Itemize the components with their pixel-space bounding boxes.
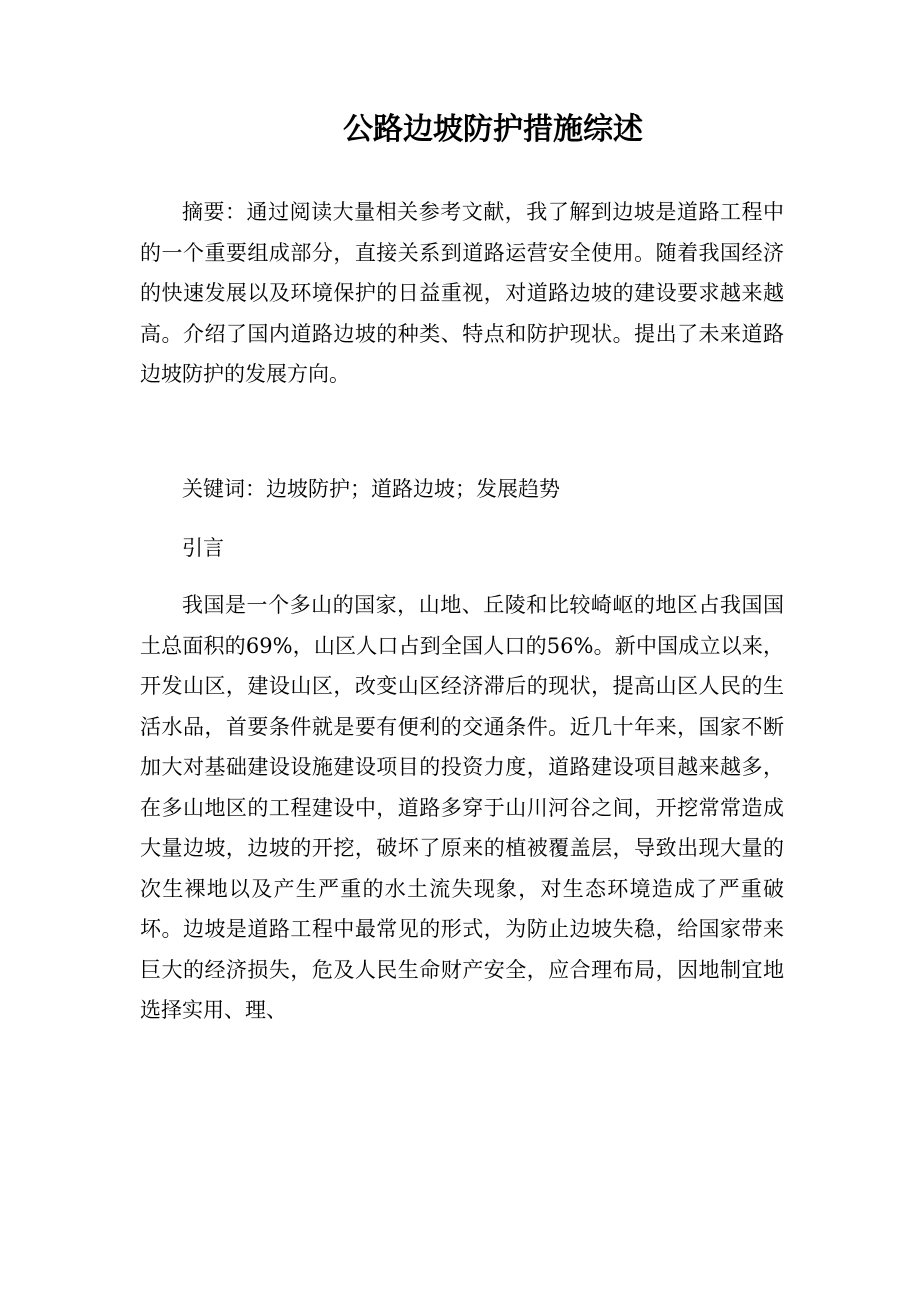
abstract-section [140,192,784,395]
abstract-paragraph: 摘要：通过阅读大量相关参考文献，我了解到边坡是道路工程中的一个重要组成部分，直接关系到道路运营安全使用。随着我国经济的快速发展以及环境保护的日益重视，对道路边坡的建设要求越来越高。介绍了国内道路边坡的种类、特点和防护现状。提出了未来道路边坡防护的发展方向。 [140,200,784,386]
intro-section [140,528,784,569]
document-title: 公路边坡防护措施综述 [343,112,643,147]
main-paragraph: 我国是一个多山的国家，山地、丘陵和比较崎岖的地区占我国国土总面积的69%，山区人口占到全国人口的56%。新中国成立以来，开发山区，建设山区，改变山区经济滞后的现状，提高山区人民的生活水品，首要条件就是要有便利的交通条件。近几十年来，国家不断加大对基础建设设施建设项目的投资力度，道路建设项目越来越多，在多山地区的工程建设中，道路多穿于山川河谷之间，开挖常常造成大量边坡，边坡的开挖，破坏了原来的植被覆盖层，导致出现大量的次生裸地以及产生严重的水土流失现象，对生态环境造成了严重破坏。边坡是道路工程中最常见的形式，为防止边坡失稳，给国家带来巨大的经济损失，危及人民生命财产安全，应合理布局，因地制宜地选择实用、理、 [140,593,784,1022]
intro-heading: 引言 [182,536,224,560]
keywords-section [140,469,784,510]
main-section [140,585,784,1031]
keywords-line: 关键词：边坡防护；道路边坡；发展趋势 [182,477,560,501]
